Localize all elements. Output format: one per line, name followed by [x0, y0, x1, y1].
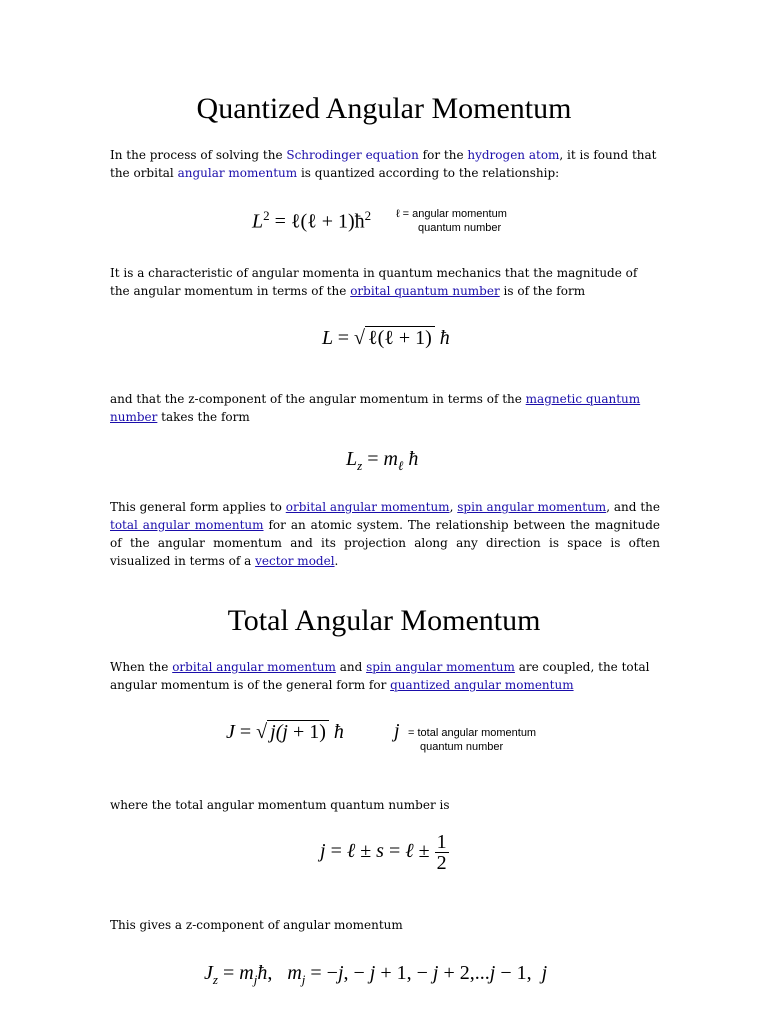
text: is quantized according to the relationship:	[297, 166, 560, 180]
general-form-paragraph	[110, 498, 660, 570]
note-line: = total angular momentum	[408, 727, 537, 739]
link-hydrogen-atom[interactable]: hydrogen atom	[467, 148, 560, 162]
quantum-number-paragraph: where the total angular momentum quantum number is	[110, 798, 450, 812]
equation-lz: $L_z = m_\ell$ ħ	[346, 448, 419, 473]
text: .	[334, 554, 339, 568]
text: It is a characteristic of angular momenta in quantum mechanics that the magnitude of the angular momentum in terms of the	[110, 266, 638, 298]
equation-j-note	[408, 726, 536, 754]
text: ,	[449, 500, 458, 514]
text: and that the z-component of the angular momentum in terms of the	[110, 392, 526, 406]
text: are coupled, the total angular momentum is of the general form for	[110, 660, 650, 692]
link-orbital-quantum-number[interactable]: orbital quantum number	[350, 284, 500, 298]
link-vector-model[interactable]: vector model	[255, 554, 335, 568]
text: for an atomic system. The relationship between the magnitude of the angular momentum and its projection along any direction is space is often visualized in terms of a	[110, 518, 660, 568]
note-line: quantum number	[418, 222, 502, 234]
link-total-angular-momentum[interactable]: total angular momentum	[110, 518, 264, 532]
equation-l-squared-note	[396, 207, 507, 235]
intro-paragraph	[110, 146, 660, 182]
equation-l-squared: $L^2$ = ℓ(ℓ + $1)ħ^2$	[252, 208, 372, 233]
text: , and the	[606, 500, 660, 514]
text: In the process of solving the	[110, 148, 287, 162]
note-line: ℓ = angular momentum	[396, 208, 507, 220]
coupling-paragraph	[110, 658, 660, 694]
title-total-angular-momentum: Total Angular Momentum	[227, 604, 541, 637]
text: for the	[418, 148, 468, 162]
z-component-paragraph	[110, 390, 660, 426]
link-magnetic-quantum-number[interactable]: magnetic quantum number	[110, 392, 641, 424]
equation-jz: $J_z$ = $m_jħ$, $m_j = -j$, − j + 1, − j + 2,...j − 1, j	[204, 962, 548, 987]
text: takes the form	[157, 410, 250, 424]
equation-j-symbol: j	[394, 720, 400, 742]
text: When the	[110, 660, 173, 674]
note-line: quantum number	[420, 741, 504, 753]
link-schrodinger-equation[interactable]: Schrodinger equation	[286, 148, 419, 162]
text: and	[335, 660, 367, 674]
link-orbital-angular-momentum-2[interactable]: orbital angular momentum	[172, 660, 336, 674]
text: This general form applies to	[110, 500, 286, 514]
link-orbital-angular-momentum[interactable]: orbital angular momentum	[285, 500, 450, 514]
text: , it is found that the orbital	[110, 148, 657, 180]
jz-paragraph: This gives a z-component of angular momentum	[110, 918, 403, 932]
magnitude-paragraph	[110, 264, 660, 300]
link-spin-angular-momentum-2[interactable]: spin angular momentum	[366, 660, 515, 674]
equation-j-magnitude: J = √ j(j + 1) ħ	[226, 721, 344, 743]
link-spin-angular-momentum[interactable]: spin angular momentum	[457, 500, 607, 514]
equation-l-magnitude: L = √ ℓ(ℓ + 1) ħ	[322, 327, 450, 349]
link-angular-momentum[interactable]: angular momentum	[177, 166, 298, 180]
title-quantized-angular-momentum: Quantized Angular Momentum	[196, 92, 572, 125]
equation-j-values: j = ℓ ± s = ℓ ± $\frac{1}{2}$	[320, 831, 447, 874]
link-quantized-angular-momentum[interactable]: quantized angular momentum	[390, 678, 574, 692]
text: is of the form	[499, 284, 586, 298]
